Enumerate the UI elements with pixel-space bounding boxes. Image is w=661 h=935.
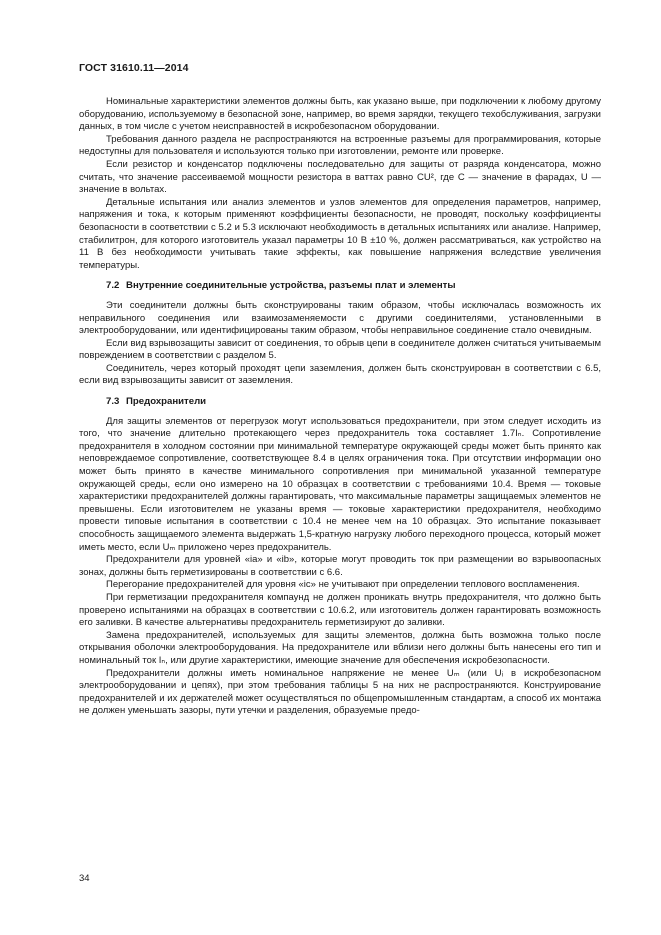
paragraph: Детальные испытания или анализ элементов и узлов элементов для определения параметров, например, напряжения и тока, к которым применяют коэффициенты безопасности, не проводят, поскольку коэффициенты безопасности в соответствии с 5.2 и 5.3 исключают необходимость в детальных испытаниях или анализе. Например, стабилитрон, для которого изготовитель указал параметры 10 В ±10 %, должен рассматриваться, как устройство на 11 В без необходимости учитывать такие эффекты, как повышение напряжения вследствие увеличения температуры. bbox=[79, 196, 601, 271]
section-number: 7.2 bbox=[106, 280, 120, 292]
section-heading-7-3 bbox=[79, 396, 601, 409]
document-header: ГОСТ 31610.11—2014 bbox=[79, 62, 189, 74]
section-number: 7.3 bbox=[106, 396, 120, 408]
paragraph: Предохранители должны иметь номинальное напряжение не менее Uₘ (или Uᵢ в искробезопасном электрооборудовании и цепях), при этом требования таблицы 5 на них не распространяются. Конструирование предохранителей и их держателей может осуществляться по общепромышленным стандартам, а способ их монтажа не должен уменьшать зазоры, пути утечки и разделения, образуемые предо- bbox=[79, 667, 601, 717]
paragraph: Замена предохранителей, используемых для защиты элементов, должна быть возможна только после открывания оболочки электрооборудования. На предохранителе или вблизи него должны быть нанесены его тип и номинальный ток Iₙ, или другие характеристики, имеющие значение для обеспечения искробезопасности. bbox=[79, 629, 601, 666]
page-number: 34 bbox=[79, 873, 90, 884]
paragraph: Для защиты элементов от перегрузок могут использоваться предохранители, при этом следует исходить из того, что значение длительно протекающего через предохранитель тока составляет 1.7Iₙ. Сопротивление предохранителя в холодном состоянии при минимальной температуре окружающей среды может быть принято как неповреждаемое сопротивление, соответствующее 8.4 в целях ограничения тока. При отсутствии информации оно может быть принято в качестве минимального сопротивления при минимальной указанной температуре окружающей среды, если оно измерено на 10 образцах в соответствии с требованиями 10.4. Время — токовые характеристики предохранителей должны гарантировать, что максимальные параметры защищаемых элементов не превышены. Если изготовителем не указаны время — токовые характеристики предохранителя, необходимо провести типовые испытания в соответствии с 10.4 не менее чем на 10 образцах. Это испытание показывает способность защищаемого элемента выдержать 1,5-кратную нагрузку любого переходного процесса, который может иметь место, если Uₘ приложено через предохранитель. bbox=[79, 415, 601, 553]
section-title: Внутренние соединительные устройства, разъемы плат и элементы bbox=[126, 280, 456, 292]
paragraph: Если вид взрывозащиты зависит от соединения, то обрыв цепи в соединителе должен считаться учитываемым повреждением в соответствии с разделом 5. bbox=[79, 337, 601, 362]
section-heading-7-2 bbox=[79, 280, 601, 293]
paragraph: Предохранители для уровней «ia» и «ib», которые могут проводить ток при размещении во взрывоопасных зонах, должны быть герметизированы в соответствии с 6.6. bbox=[79, 554, 601, 578]
document-body bbox=[79, 96, 601, 718]
paragraph: Соединитель, через который проходят цепи заземления, должен быть сконструирован в соответствии с 6.5, если вид взрывозащиты зависит от заземления. bbox=[79, 362, 601, 387]
paragraph: Перегорание предохранителей для уровня «ic» не учитывают при определении теплового воспламенения. bbox=[106, 579, 580, 591]
paragraph: Требования данного раздела не распространяются на встроенные разъемы для программирования, которые недоступны для пользователя и используются только при изготовлении, ремонте или проверке. bbox=[79, 133, 601, 158]
paragraph: Если резистор и конденсатор подключены последовательно для защиты от разряда конденсатора, можно считать, что значение рассеиваемой мощности резистора в ваттах равно CU², где C — значение в фарадах, U — значение в вольтах. bbox=[79, 158, 601, 196]
paragraph: При герметизации предохранителя компаунд не должен проникать внутрь предохранителя, что должно быть проверено испытаниями на образцах в соответствии с 10.6.2, или изготовитель должен гарантировать возможность его заливки. В качестве альтернативы предохранитель герметизируют до заливки. bbox=[79, 591, 601, 629]
paragraph: Эти соединители должны быть сконструированы таким образом, чтобы исключалась возможность их неправильного соединения или взаимозаменяемости с другими соединителями, установленными в электрооборудовании, или идентифицированы таким образом, чтобы неправильное соединение стало очевидным. bbox=[79, 299, 601, 337]
paragraph: Номинальные характеристики элементов должны быть, как указано выше, при подключении к любому другому оборудованию, используемому в безопасной зоне, например, во время зарядки, текущего техобслуживания, загрузки данных, в том числе с учетом неисправностей в искробезопасном оборудовании. bbox=[79, 96, 601, 133]
section-title: Предохранители bbox=[126, 396, 207, 408]
